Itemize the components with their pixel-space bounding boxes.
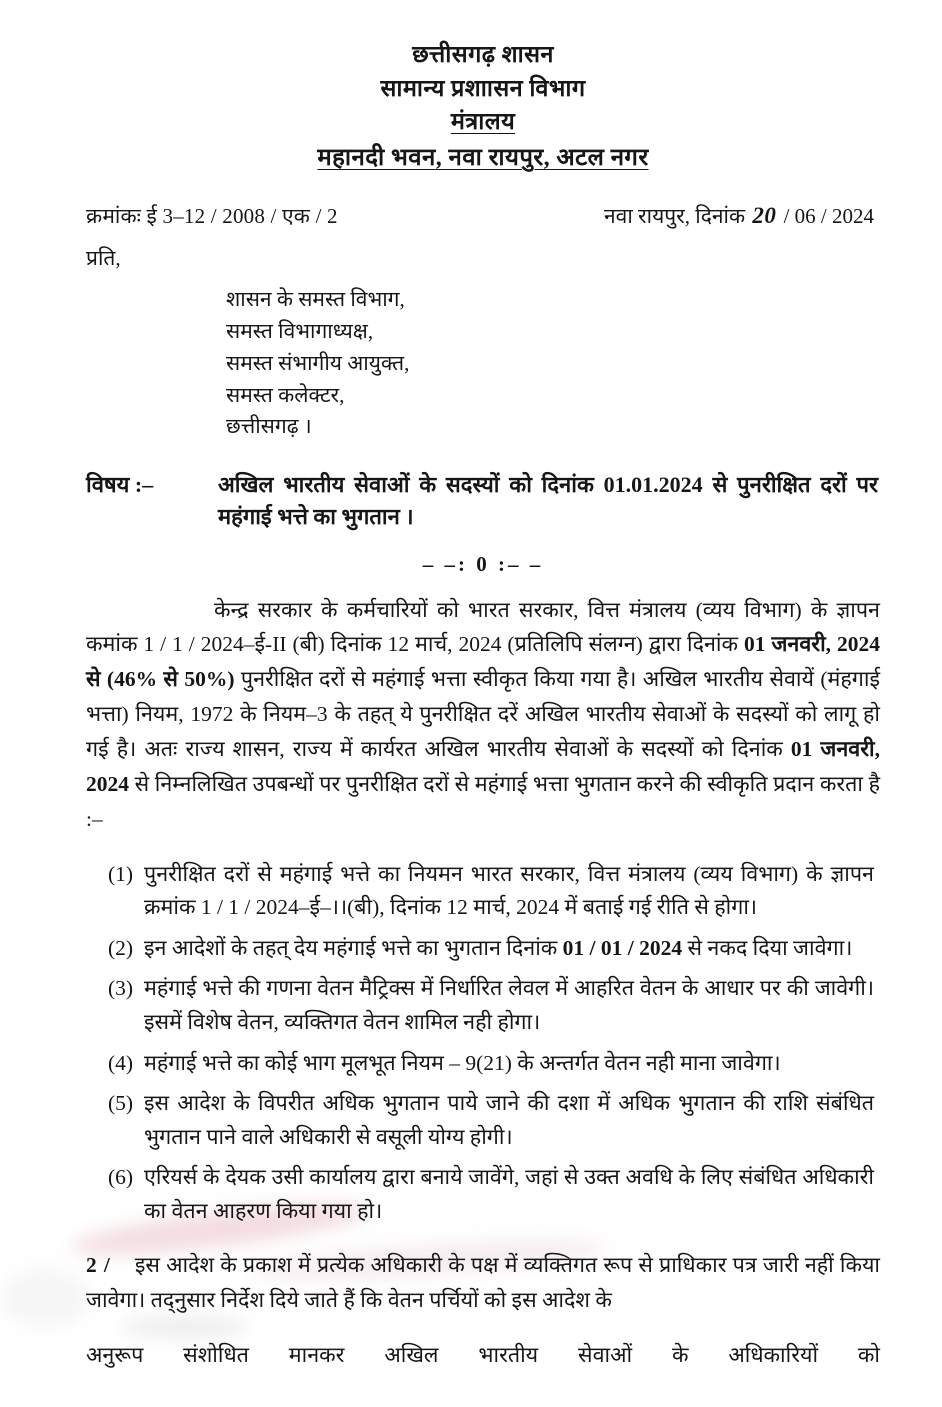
clause-number: (4)	[108, 1050, 134, 1075]
clause-item	[86, 1087, 880, 1154]
body-bold-effective-date: 01 जनवरी, 2024	[86, 736, 880, 796]
clause-item	[86, 932, 880, 966]
closing-text: इस आदेश के प्रकाश में प्रत्येक अधिकारी के पक्ष में व्यक्तिगत रूप से प्राधिकार पत्र जारी नहीं किया जावेगा। तद्नुसार निर्देश दिये जाते हैं कि वेतन पर्चियों को इस आदेश के	[86, 1253, 880, 1312]
clause-list	[86, 858, 880, 1228]
clause-text-after-bold: से नकद दिया जावेगा।	[682, 935, 853, 960]
clause-number: (5)	[108, 1091, 134, 1116]
letterhead-department-name: सामान्य प्रशाासन विभाग	[380, 75, 586, 102]
letterhead-address: महानदी भवन, नवा रायपुर, अटल नगर	[317, 144, 649, 171]
body-text-part-2: पुनरीक्षित दरों से महंगाई भत्ता स्वीकृत किया गया है। अखिल भारतीय सेवायें (मंहगाई भत्ता) नियम, 1972 के नियम–3 के तहत् ये पुनरीक्षित दरें अखिल भारतीय सेवाओं के सदस्यों को लागू हो गई है। अतः राज्य शासन, राज्य में कार्यरत अखिल भारतीय सेवाओं के सदस्यों को दिनांक	[86, 667, 880, 761]
list-item: समस्त विभागाध्यक्ष,	[226, 318, 374, 343]
clause-text: एरियर्स के देयक उसी कार्यालय द्वारा बनाये जावेंगे, जहां से उक्त अवधि के लिए संबंधित अधिकारी का वेतन आहरण किया गया हो।	[144, 1165, 874, 1223]
list-item: समस्त संभागीय आयुक्त,	[226, 350, 410, 375]
date-remainder: / 06 / 2024	[783, 203, 874, 228]
section-divider: – –: 0 :– –	[422, 551, 544, 576]
clause-text: इस आदेश के विपरीत अधिक भुगतान पाये जाने की दशा में अधिक भुगतान की राशि संबंधित भुगतान पाने वाले अधिकारी से वसूली योग्य होगी।	[144, 1091, 874, 1149]
closing-paragraph	[86, 1248, 880, 1317]
letterhead-government-name: छत्तीसगढ़ शासन	[412, 42, 554, 68]
recipient-list	[226, 284, 880, 444]
clause-item	[86, 1047, 880, 1081]
clause-number: (3)	[108, 976, 134, 1001]
subject-label: विषय :–	[86, 472, 154, 498]
clause-bold-date: 01 / 01 / 2024	[562, 935, 683, 960]
list-item: शासन के समस्त विभाग,	[226, 286, 405, 311]
clause-number: (2)	[108, 935, 134, 960]
clause-text: महंगाई भत्ते का कोई भाग मूलभूत नियम – 9(21) के अन्तर्गत वेतन नही माना जावेगा।	[144, 1050, 781, 1075]
list-item: छत्तीसगढ़ ।	[226, 414, 312, 439]
to-label: प्रति,	[86, 245, 121, 270]
body-text-part-3: से निम्नलिखित उपबन्धों पर पुनरीक्षित दरों से महंगाई भत्ता भुगतान करने की स्वीकृति प्रदान करता है :–	[86, 771, 880, 831]
subject-block	[86, 469, 880, 533]
clause-item	[86, 858, 880, 925]
clause-item	[86, 972, 880, 1039]
date-prefix: नवा रायपुर, दिनांक	[604, 203, 746, 228]
reference-row	[86, 202, 880, 230]
clause-number: (1)	[108, 861, 134, 886]
reference-number: क्रमांकः ई 3–12 / 2008 / एक / 2	[86, 203, 338, 228]
clause-text: पुनरीक्षित दरों से महंगाई भत्ते का नियमन भारत सरकार, वित्त मंत्रालय (व्यय विभाग) के ज्ञापन क्रमांक 1 / 1 / 2024–ई–।।(बी), दिनांक 12 मार्च, 2024 में बताई गई रीति से होगा।	[144, 861, 874, 920]
list-item: समस्त कलेक्टर,	[226, 382, 345, 407]
letterhead-secretariat: मंत्रालय	[450, 109, 516, 136]
place-and-date	[604, 202, 880, 230]
clause-number: (6)	[108, 1165, 134, 1190]
handwritten-day: 20	[752, 202, 777, 228]
letterhead	[86, 40, 880, 174]
body-paragraph	[86, 593, 880, 837]
clause-text: महंगाई भत्ते की गणना वेतन मैट्रिक्स में निर्धारित लेवल में आहरित वेतन के आधार पर की जावेगी। इसमें विशेष वेतन, व्यक्तिगत वेतन शामिल नही होगा।	[144, 976, 874, 1034]
clause-text-before-bold: इन आदेशों के तहत् देय महंगाई भत्ते का भुगतान दिनांक	[144, 935, 563, 960]
closing-paragraph-marker: 2 /	[86, 1253, 111, 1278]
body-text-part-1: केन्द्र सरकार के कर्मचारियों को भारत सरकार, वित्त मंत्रालय (व्यय विभाग) के ज्ञापन कमांक 1 / 1 / 2024–ई-II (बी) दिनांक 12 मार्च, 2024 (प्रतिलिपि संलग्न) द्वारा दिनांक	[86, 597, 880, 657]
clause-item	[86, 1161, 880, 1228]
clause-text	[144, 932, 880, 966]
closing-last-line: अनुरूप संशोधित मानकर अखिल भारतीय सेवाओं के अधिकारियों को	[86, 1343, 880, 1368]
body-bold-effective-date-rates: 01 जनवरी, 2024 से (46% से 50%)	[86, 632, 880, 692]
subject-text: अखिल भारतीय सेवाओं के सदस्यों को दिनांक 01.01.2024 से पुनरीक्षित दरों पर महंगाई भत्ते का भुगतान ।	[218, 472, 878, 530]
